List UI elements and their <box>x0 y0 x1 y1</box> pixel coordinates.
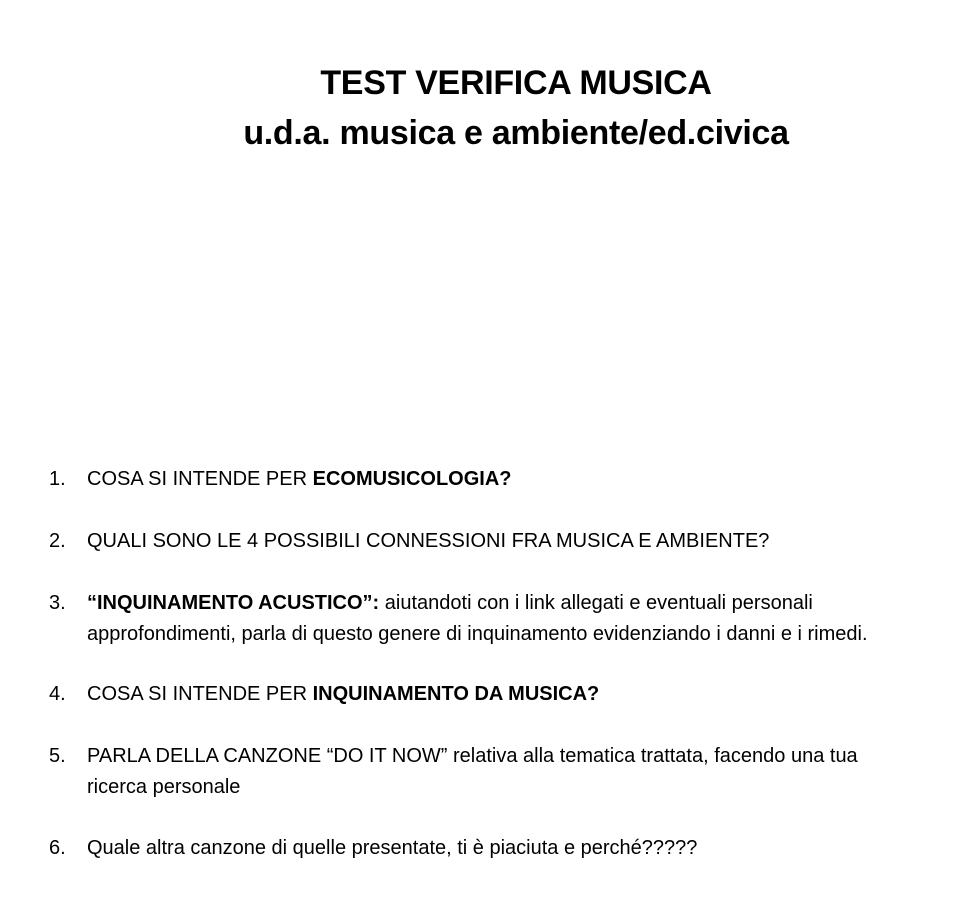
question-text <box>87 741 858 803</box>
question-number: 5. <box>49 745 66 767</box>
question-line-2: approfondimenti, parla di questo genere di inquinamento evidenziando i danni e i rimedi. <box>87 623 868 645</box>
question-line: Quale altra canzone di quelle presentate, ti è piaciuta e perché????? <box>87 837 698 859</box>
question-line <box>87 679 599 710</box>
question-number: 6. <box>49 837 66 859</box>
question-number: 2. <box>49 530 66 552</box>
title-line-1: TEST VERIFICA MUSICA <box>320 64 712 102</box>
question-line: PARLA DELLA CANZONE “DO IT NOW” relativa alla tematica trattata, facendo una tua <box>87 745 858 767</box>
question-text <box>87 588 868 650</box>
question-number: 1. <box>49 468 66 490</box>
question-bold-text: “INQUINAMENTO ACUSTICO”: <box>87 592 380 614</box>
question-text <box>87 833 697 864</box>
question-number: 4. <box>49 683 66 705</box>
question-line-2: ricerca personale <box>87 776 241 798</box>
question-bold-text: INQUINAMENTO DA MUSICA? <box>312 683 600 705</box>
question-plain-text: COSA SI INTENDE PER <box>87 468 313 490</box>
title-line-2: u.d.a. musica e ambiente/ed.civica <box>243 114 789 152</box>
question-number: 3. <box>49 592 66 614</box>
question-line <box>87 588 868 619</box>
question-bold-text: ECOMUSICOLOGIA? <box>312 468 512 490</box>
question-line <box>87 464 512 495</box>
question-plain-text: COSA SI INTENDE PER <box>87 683 313 705</box>
question-text <box>87 526 769 557</box>
question-plain-text: aiutandoti con i link allegati e eventuali personali <box>379 592 813 614</box>
question-text <box>87 679 599 710</box>
question-line: QUALI SONO LE 4 POSSIBILI CONNESSIONI FRA MUSICA E AMBIENTE? <box>87 530 770 552</box>
question-text <box>87 464 512 495</box>
